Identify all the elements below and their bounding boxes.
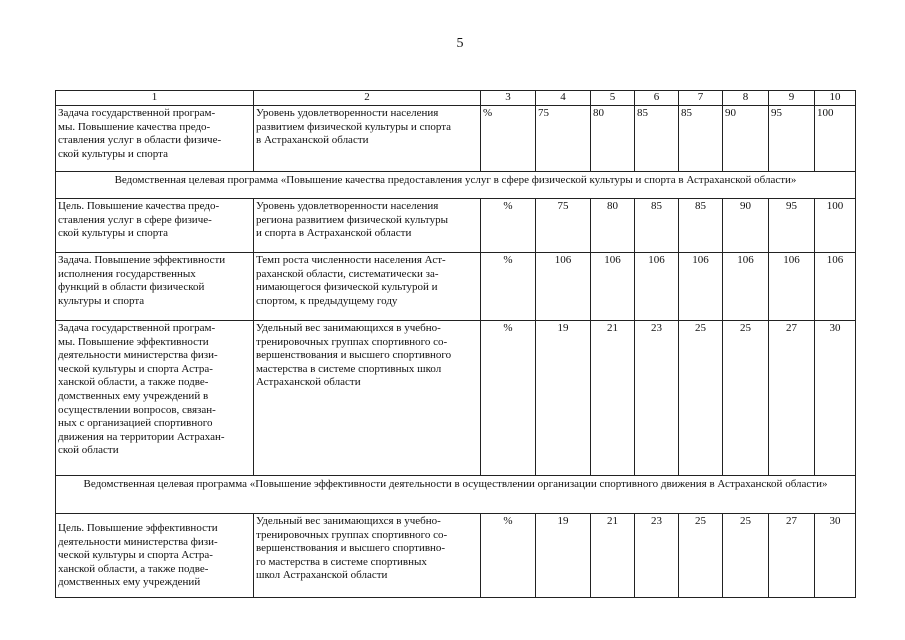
header-cell: 5	[591, 91, 635, 106]
value-cell: 95	[769, 199, 815, 253]
value-cell: 21	[591, 321, 635, 476]
table-row	[56, 321, 856, 476]
value-cell: 106	[769, 253, 815, 321]
value-cell: 80	[591, 106, 635, 172]
indicators-table	[55, 90, 856, 598]
value-cell: 25	[679, 514, 723, 598]
value-cell: 23	[635, 321, 679, 476]
value-cell: 80	[591, 199, 635, 253]
value-cell: 106	[536, 253, 591, 321]
value-cell: 30	[815, 321, 856, 476]
value-cell: 90	[723, 199, 769, 253]
header-row	[56, 91, 856, 106]
header-cell: 1	[56, 91, 254, 106]
header-cell: 4	[536, 91, 591, 106]
value-cell: 21	[591, 514, 635, 598]
goal-cell: Задача государственной програм- мы. Повышение качества предо- ставления услуг в области физиче- ской культуры и спорта	[56, 106, 254, 172]
value-cell: 106	[723, 253, 769, 321]
value-cell: 25	[679, 321, 723, 476]
value-cell: 25	[723, 514, 769, 598]
value-cell: 19	[536, 321, 591, 476]
value-cell: 75	[536, 106, 591, 172]
value-cell: 106	[679, 253, 723, 321]
unit-cell: %	[481, 199, 536, 253]
value-cell: 95	[769, 106, 815, 172]
value-cell: 19	[536, 514, 591, 598]
value-cell: 25	[723, 321, 769, 476]
unit-cell: %	[481, 106, 536, 172]
value-cell: 85	[635, 199, 679, 253]
goal-cell: Цель. Повышение эффективности деятельности министерства физи- ческой культуры и спорта Астра- ханской области, а также подве- домственных ему учреждений	[56, 514, 254, 598]
section-row	[56, 476, 856, 514]
table-row	[56, 199, 856, 253]
header-cell: 2	[254, 91, 481, 106]
header-cell: 10	[815, 91, 856, 106]
header-cell: 3	[481, 91, 536, 106]
indicator-cell: Уровень удовлетворенности населения развитием физической культуры и спорта в Астраханской области	[254, 106, 481, 172]
table-row	[56, 253, 856, 321]
table-row	[56, 514, 856, 598]
unit-cell: %	[481, 253, 536, 321]
goal-cell: Задача. Повышение эффективности исполнения государственных функций в области физической культуры и спорта	[56, 253, 254, 321]
value-cell: 90	[723, 106, 769, 172]
value-cell: 85	[679, 106, 723, 172]
header-cell: 6	[635, 91, 679, 106]
value-cell: 23	[635, 514, 679, 598]
header-cell: 8	[723, 91, 769, 106]
goal-cell: Задача государственной програм- мы. Повышение эффективности деятельности министерства физи- ческой культуры и спорта Астра- ханской области, а также подве- домственных ему учреждений в осуществлении вопросов, связан- ных с организацией спортивного движения на территории Астрахан- ской области	[56, 321, 254, 476]
value-cell: 27	[769, 321, 815, 476]
value-cell: 106	[591, 253, 635, 321]
program-title: Ведомственная целевая программа «Повышение качества предоставления услуг в сфере физической культуры и спорта в Астраханской области»	[56, 172, 856, 199]
unit-cell: %	[481, 321, 536, 476]
page-number: 5	[456, 36, 464, 51]
value-cell: 106	[815, 253, 856, 321]
program-title: Ведомственная целевая программа «Повышение эффективности деятельности в осуществлении организации спортивного движения в Астраханской области»	[56, 476, 856, 514]
value-cell: 100	[815, 106, 856, 172]
value-cell: 30	[815, 514, 856, 598]
goal-cell: Цель. Повышение качества предо- ставления услуг в сфере физиче- ской культуры и спорта	[56, 199, 254, 253]
value-cell: 85	[635, 106, 679, 172]
indicator-cell: Удельный вес занимающихся в учебно- тренировочных группах спортивного со- вершенствования и высшего спортивного мастерства в системе спортивных школ Астраханской области	[254, 321, 481, 476]
indicator-cell: Уровень удовлетворенности населения региона развитием физической культуры и спорта в Астраханской области	[254, 199, 481, 253]
section-row	[56, 172, 856, 199]
header-cell: 9	[769, 91, 815, 106]
indicator-cell: Темп роста численности населения Аст- раханской области, систематически за- нимающегося физической культурой и спортом, к предыдущему году	[254, 253, 481, 321]
value-cell: 100	[815, 199, 856, 253]
table-row	[56, 106, 856, 172]
indicator-cell: Удельный вес занимающихся в учебно- тренировочных группах спортивного со- вершенствования и высшего спортивно- го мастерства в системе спортивных школ Астраханской области	[254, 514, 481, 598]
header-cell: 7	[679, 91, 723, 106]
value-cell: 27	[769, 514, 815, 598]
value-cell: 85	[679, 199, 723, 253]
value-cell: 106	[635, 253, 679, 321]
value-cell: 75	[536, 199, 591, 253]
unit-cell: %	[481, 514, 536, 598]
